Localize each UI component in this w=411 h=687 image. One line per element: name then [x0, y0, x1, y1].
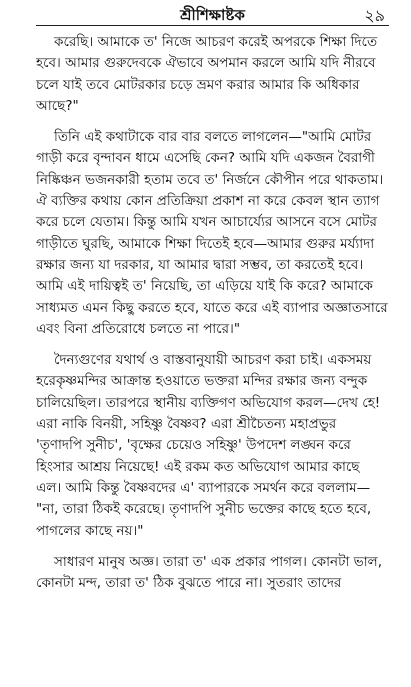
paragraph [36, 350, 389, 542]
text-line: আছে?" [36, 97, 79, 114]
text-line: রক্ষার জন্য যা দরকার, যা আমার দ্বারা সম্ভব, তা করতেই হবে। [36, 256, 364, 273]
header-divider [36, 25, 389, 26]
book-title: শ্রীশিক্ষাষ্টক [180, 6, 245, 24]
text-line: হিংসার আশ্রয় নিয়েছে! এই রকম কত অভিযোগ আমার কাছে [36, 458, 360, 475]
text-line: হরেকৃষ্ণমন্দির আক্রান্ত হওয়াতে ভক্তরা মন্দির রক্ষার জন্য বন্দুক [36, 373, 368, 390]
text-line: এল। আমি কিন্তু বৈষ্ণবদের এ' ব্যাপারকে সমর্থন করে বললাম— [36, 479, 371, 496]
paragraph [36, 32, 389, 117]
text-line: এরা নাকি বিনয়ী, সহিষ্ণু বৈষ্ণব? এরা শ্রীচৈতন্য মহাপ্রভুর [36, 416, 337, 433]
text-line: আমি এই দায়িত্বই ত' নিয়েছি, তা এড়িয়ে যাই কি করে? আমাকে [36, 278, 373, 295]
page-number: ২৯ [364, 6, 385, 25]
text-line: গাড়ী করে বৃন্দাবন ধামে এসেছি কেন? আমি যদি একজন বৈরাগী [36, 150, 375, 167]
paragraph [36, 552, 389, 595]
text-line: হবে। আমার গুরুদেবকে ঐভাবে অপমান করলে আমি যদি নীরবে [36, 55, 376, 72]
text-line: গাড়ীতে ঘুরছি, আমাকে শিক্ষা দিতেই হবে—আমার গুরুর মর্য্যাদা [36, 235, 375, 252]
text-line: করেছি। আমাকে ত' নিজে আচরণ করেই অপরকে শিক্ষা দিতে [54, 34, 378, 50]
page-body [36, 32, 389, 604]
text-line: "না, তারা ঠিকই করেছে। তৃণাদপি সুনীচ ভক্তের কাছে হতে হবে, [36, 501, 372, 518]
text-line: নিষ্কিঞ্চন ভজনকারী হতাম তবে ত' নির্জনে কৌপীন পরে থাকতাম। [36, 171, 384, 188]
text-line: করে চলে যেতাম। কিন্তু আমি যখন আচার্য্যের আসনে বসে মোটর [36, 214, 377, 231]
text-line: দৈন্যগুণের যথার্থ ও বাস্তবানুযায়ী আচরণ করা চাই। একসময় [54, 352, 372, 369]
text-line: চালিয়েছিল। তারপরে স্থানীয় ব্যক্তিগণ অভিযোগ করল—দেখ হে! [36, 394, 381, 411]
paragraph [36, 127, 389, 340]
text-line: 'তৃণাদপি সুনীচ', 'বৃক্ষের চেয়েও সহিষ্ণু' উপদেশ লঙ্ঘন করে [36, 437, 351, 454]
text-line: সাধারণ মানুষ অজ্ঞ। তারা ত' এক প্রকার পাগল। কোনটা ভাল, [54, 553, 382, 570]
text-line: তিনি এই কথাটাকে বার বার বলতে লাগলেন—"আমি মোটর [54, 129, 372, 146]
text-line: এবং বিনা প্রতিরোধে চলতে না পারে।" [36, 320, 241, 337]
text-line: পাগলের কাছে নয়।" [36, 522, 144, 539]
text-line: চলে যাই তবে মোটরকার চড়ে ভ্রমণ করার আমার কি অধিকার [36, 76, 360, 93]
text-line: কোনটা মন্দ, তারা ত' ঠিক বুঝতে পারে না। সুতরাং তাদের [36, 575, 342, 592]
text-line: সাধ্যমত এমন কিছু করতে হবে, যাতে করে এই ব্যাপার অজ্ঞাতসারে [36, 299, 388, 316]
text-line: ঐ ব্যক্তির কথায় কোন প্রতিক্রিয়া প্রকাশ না করে কেবল স্থান ত্যাগ [36, 193, 380, 210]
